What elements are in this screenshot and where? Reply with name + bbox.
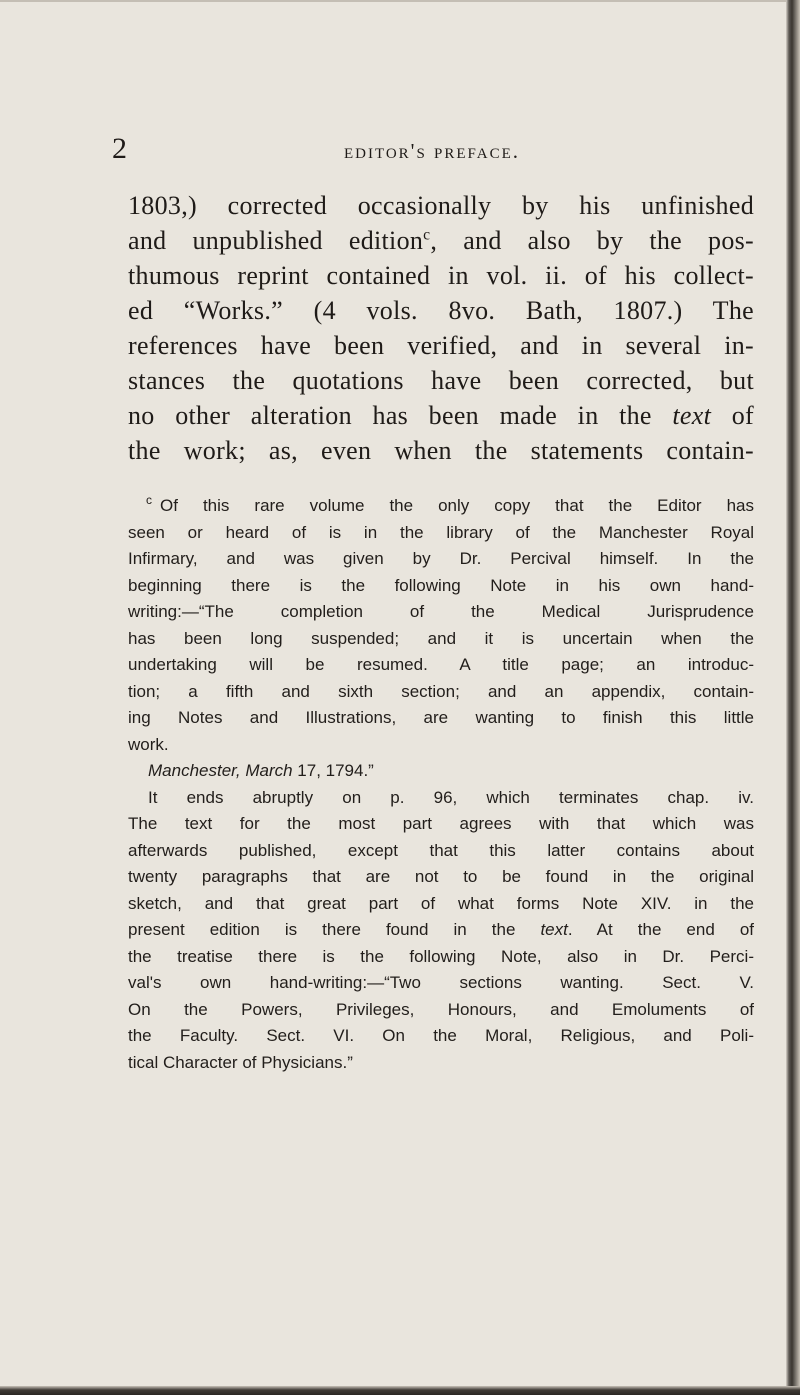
footnote-line: c Of this rare volume the only copy that the Editor has xyxy=(146,493,754,515)
emphasized-word: text xyxy=(540,920,568,939)
page-number: 2 xyxy=(112,132,127,165)
body-line-text: of xyxy=(711,401,754,430)
footnote-line-text: present edition is there found in the xyxy=(128,920,541,939)
footnote-line: has been long suspended; and it is uncertain when the xyxy=(128,628,754,648)
body-line xyxy=(128,223,754,258)
body-paragraph xyxy=(128,188,754,468)
footnote-line: On the Powers, Privileges, Honours, and Emoluments of xyxy=(128,999,754,1019)
page-header xyxy=(112,132,752,172)
body-line xyxy=(128,398,754,433)
footnote-line: tical Character of Physicians.” xyxy=(128,1052,353,1072)
footnote-signature xyxy=(128,758,754,785)
body-line: ed “Works.” (4 vols. 8vo. Bath, 1807.) The xyxy=(128,296,754,325)
footnote-line-text: . At the end of xyxy=(567,920,755,939)
footnote-line: the Faculty. Sect. VI. On the Moral, Religious, and Poli- xyxy=(128,1026,754,1045)
footnote-line xyxy=(128,917,754,944)
footnote-reference: c xyxy=(423,226,431,244)
footnote-line: seen or heard of is in the library of the Manchester Royal xyxy=(128,522,754,542)
body-line: thumous reprint contained in vol. ii. of his collect- xyxy=(128,261,754,290)
footnote-line: twenty paragraphs that are not to be found in the original xyxy=(128,867,754,886)
footnote-line: the treatise there is the following Note, also in Dr. Perci- xyxy=(128,946,754,966)
footnote-line-text: Of this rare volume the only copy that the Editor has xyxy=(160,496,754,515)
body-line: stances the quotations have been corrected, but xyxy=(128,366,754,395)
page-binding-edge xyxy=(786,0,800,1395)
footnote-line: ing Notes and Illustrations, are wanting to finish this little xyxy=(128,708,754,727)
body-line: the work; as, even when the statements contain- xyxy=(128,436,754,465)
footnote-line: afterwards published, except that this latter contains about xyxy=(128,840,754,860)
footnote-line: It ends abruptly on p. 96, which terminates chap. iv. xyxy=(148,787,754,807)
signature-date: 17, 1794.” xyxy=(292,761,374,780)
body-line: 1803,) corrected occasionally by his unfinished xyxy=(128,191,754,220)
page-top-edge xyxy=(0,0,786,2)
running-head: editor's preface. xyxy=(343,139,521,163)
footnote xyxy=(128,493,754,1076)
footnote-line: tion; a fifth and sixth section; and an appendix, contain- xyxy=(128,681,754,701)
footnote-line: val's own hand-writing:—“Two sections wanting. Sect. V. xyxy=(128,973,754,992)
footnote-line: work. xyxy=(128,734,169,754)
body-line-text: and unpublished edition xyxy=(128,226,424,255)
footnote-line: undertaking will be resumed. A title page; an introduc- xyxy=(128,655,754,674)
footnote-line: Infirmary, and was given by Dr. Percival himself. In the xyxy=(128,549,754,568)
signature-place: Manchester, March xyxy=(148,761,293,780)
page-bottom-edge xyxy=(0,1386,800,1395)
footnote-line: beginning there is the following Note in his own hand- xyxy=(128,575,754,595)
body-line-text: no other alteration has been made in the xyxy=(128,401,673,430)
body-line: references have been verified, and in several in- xyxy=(128,331,754,360)
emphasized-word: text xyxy=(672,401,712,430)
body-line-text: , and also by the pos- xyxy=(430,226,754,255)
footnote-line: sketch, and that great part of what forms Note XIV. in the xyxy=(128,893,754,913)
footnote-line: The text for the most part agrees with that which was xyxy=(128,814,754,833)
footnote-line: writing:—“The completion of the Medical Jurisprudence xyxy=(128,602,754,621)
